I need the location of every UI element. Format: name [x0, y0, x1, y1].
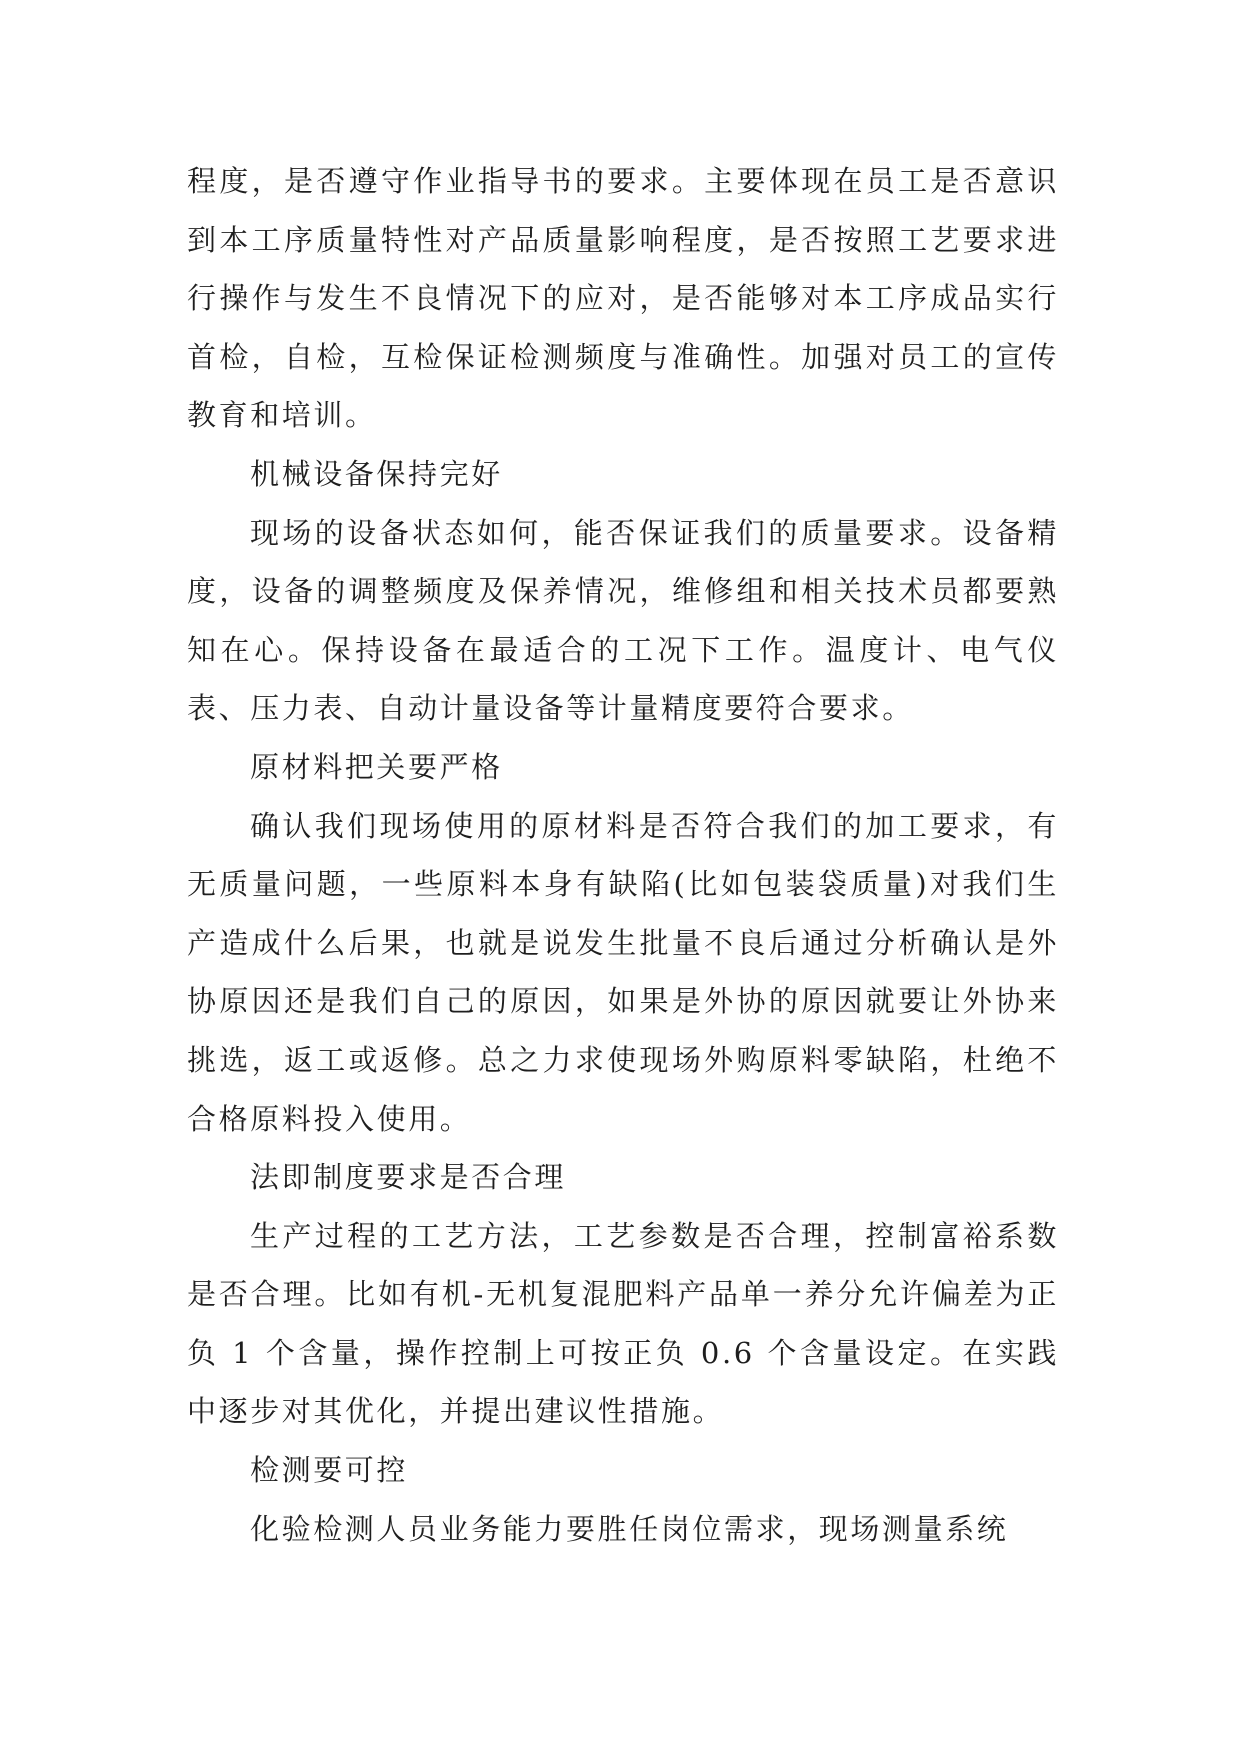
paragraph-methods: 生产过程的工艺方法，工艺参数是否合理，控制富裕系数是否合理。比如有机-无机复混肥料产品单一养分允许偏差为正负 1 个含量，操作控制上可按正负 0.6 个含量设定。在实践中逐步对其优化，并提出建议性措施。 [187, 1218, 1059, 1429]
paragraph-inspection: 化验检测人员业务能力要胜任岗位需求，现场测量系统 [250, 1511, 1009, 1546]
document-body [187, 152, 1059, 1558]
paragraph-materials: 确认我们现场使用的原材料是否符合我们的加工要求，有无质量问题，一些原料本身有缺陷(比如包装袋质量)对我们生产造成什么后果，也就是说发生批量不良后通过分析确认是外协原因还是我们自己的原因，如果是外协的原因就要让外协来挑选，返工或返修。总之力求使现场外购原料零缺陷，杜绝不合格原料投入使用。 [187, 808, 1059, 1136]
paragraph-equipment: 现场的设备状态如何，能否保证我们的质量要求。设备精度，设备的调整频度及保养情况，维修组和相关技术员都要熟知在心。保持设备在最适合的工况下工作。温度计、电气仪表、压力表、自动计量设备等计量精度要符合要求。 [187, 515, 1059, 726]
section-heading-methods: 法即制度要求是否合理 [250, 1160, 567, 1195]
section-heading-materials: 原材料把关要严格 [250, 749, 503, 784]
section-heading-equipment: 机械设备保持完好 [250, 456, 503, 491]
section-heading-inspection: 检测要可控 [250, 1453, 409, 1488]
paragraph-continuation: 程度，是否遵守作业指导书的要求。主要体现在员工是否意识到本工序质量特性对产品质量影响程度，是否按照工艺要求进行操作与发生不良情况下的应对，是否能够对本工序成品实行首检，自检，互检保证检测频度与准确性。加强对员工的宣传教育和培训。 [187, 164, 1059, 433]
